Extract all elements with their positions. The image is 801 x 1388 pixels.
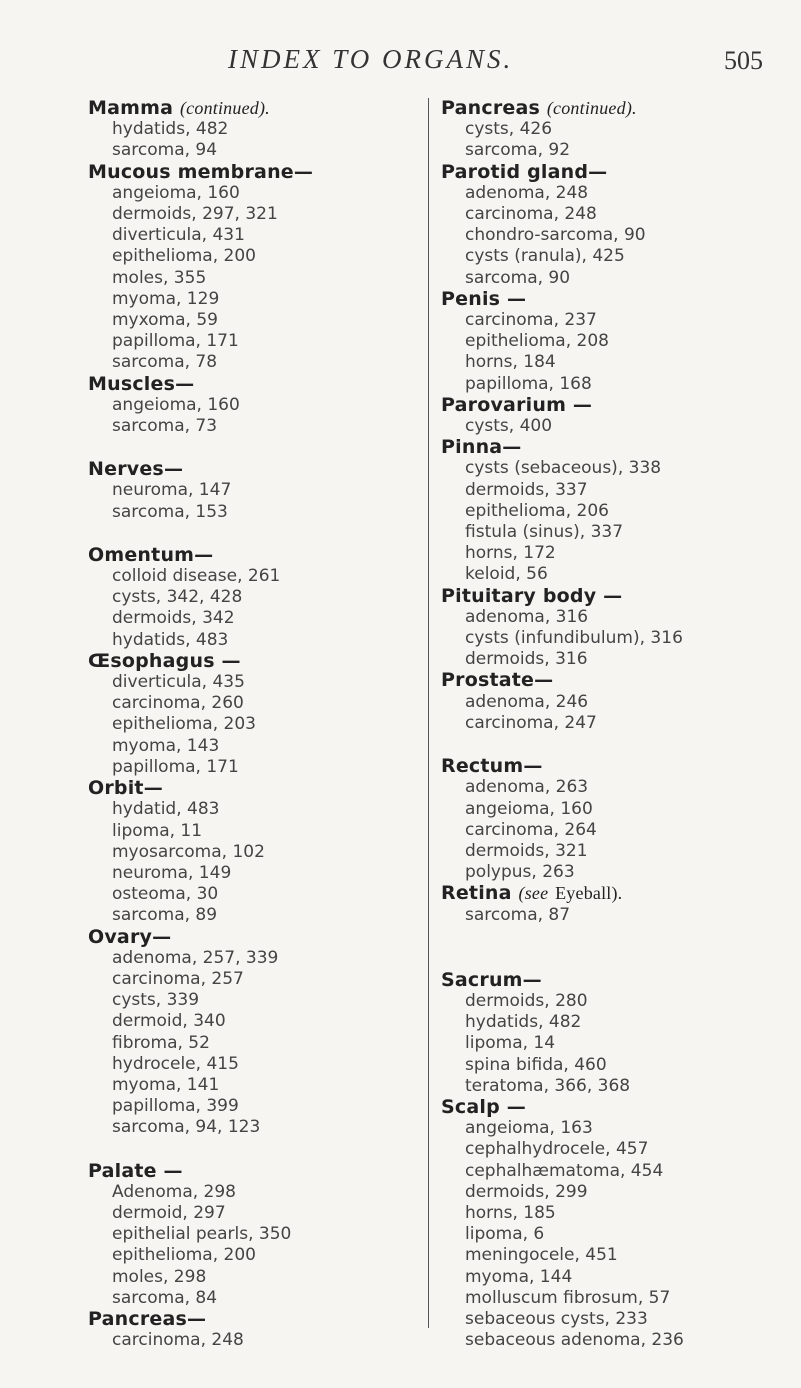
page-number: 505 <box>724 46 763 75</box>
entry-subitem: adenoma, 316 <box>465 606 589 627</box>
entry-subitem: horns, 172 <box>465 543 556 564</box>
entry-subitem: myosarcoma, 102 <box>112 841 265 862</box>
entry-subitem: neuroma, 147 <box>112 480 232 501</box>
entry-subitem: carcinoma, 237 <box>465 310 597 331</box>
entry-subitem: myoma, 141 <box>112 1074 220 1095</box>
entry-subitem: cephalhæmatoma, 454 <box>465 1160 664 1181</box>
column-gap <box>441 926 801 948</box>
entry-heading: Scalp — <box>441 1095 526 1118</box>
entry-subitem: epithelial pearls, 350 <box>112 1224 292 1245</box>
entry-subitem: hydrocele, 415 <box>112 1053 239 1074</box>
entry-subitem: adenoma, 246 <box>465 691 589 712</box>
index-entry <box>88 98 408 162</box>
entry-subitem: cysts, 339 <box>112 990 200 1011</box>
entry-subitem: dermoids, 337 <box>465 479 588 500</box>
entry-subitem: cysts (ranula), 425 <box>465 246 625 267</box>
entry-subitem: dermoids, 297, 321 <box>112 204 278 225</box>
index-entry <box>88 162 408 374</box>
entry-subitem: epithelioma, 200 <box>112 1245 256 1266</box>
entry-subitem: adenoma, 248 <box>465 182 589 203</box>
continued-label: (continued). <box>546 98 637 118</box>
entry-heading: Pinna— <box>441 436 522 459</box>
entry-subitem: adenoma, 257, 339 <box>112 947 279 968</box>
entry-subitem: sarcoma, 94 <box>112 140 218 161</box>
entry-subitem: sarcoma, 78 <box>112 352 218 373</box>
entry-subitem: cysts, 342, 428 <box>112 587 243 608</box>
entry-subitem: carcinoma, 248 <box>465 204 597 225</box>
entry-subitem: sarcoma, 84 <box>112 1287 218 1308</box>
index-entry <box>441 162 801 289</box>
entry-subitem: diverticula, 431 <box>112 225 245 246</box>
entry-subitem: lipoma, 14 <box>465 1033 556 1054</box>
entry-subitem: dermoids, 321 <box>465 840 588 861</box>
page-header <box>0 44 801 84</box>
entry-subitem: sarcoma, 90 <box>465 267 571 288</box>
entry-subitem: neuroma, 149 <box>112 862 232 883</box>
index-entry <box>88 1309 408 1351</box>
entry-heading-text: Retina <box>441 882 512 905</box>
entry-heading: Parotid gland— <box>441 160 608 183</box>
entry-subitem: colloid disease, 261 <box>112 566 281 587</box>
index-entry <box>441 289 801 395</box>
entry-subitem: angeioma, 163 <box>465 1118 593 1139</box>
entry-heading: Penis — <box>441 287 527 310</box>
entry-subitem: epithelioma, 206 <box>465 500 609 521</box>
index-entry <box>441 670 801 734</box>
entry-subitem: angeioma, 160 <box>465 798 593 819</box>
entry-subitem: sarcoma, 92 <box>465 140 571 161</box>
entry-subitem: dermoids, 316 <box>465 649 588 670</box>
entry-heading: Ovary— <box>88 925 172 948</box>
index-entry <box>88 778 408 926</box>
entry-subitem: cysts (sebaceous), 338 <box>465 458 662 479</box>
index-entry <box>441 970 801 1097</box>
entry-subitem: epithelioma, 200 <box>112 246 256 267</box>
entry-subitem: cysts (infundibulum), 316 <box>465 628 683 649</box>
entry-subitem: sarcoma, 87 <box>465 904 571 925</box>
entry-subitem: epithelioma, 203 <box>112 714 256 735</box>
index-entry <box>88 459 408 523</box>
index-entry <box>441 883 801 925</box>
entry-subitem: hydatids, 482 <box>112 119 229 140</box>
index-entry <box>88 1161 408 1309</box>
entry-subitem: fibroma, 52 <box>112 1032 210 1053</box>
entry-subitem: dermoids, 342 <box>112 608 235 629</box>
entry-subitem: dermoids, 299 <box>465 1181 588 1202</box>
entry-subitem: molluscum fibrosum, 57 <box>465 1287 671 1308</box>
entry-subitem: angeioma, 160 <box>112 394 240 415</box>
entry-heading: Omentum— <box>88 543 214 566</box>
entry-heading: Orbit— <box>88 777 163 800</box>
index-column-left <box>88 98 408 1351</box>
entry-heading: Parovarium — <box>441 393 593 416</box>
entry-subitem: angeioma, 160 <box>112 182 240 203</box>
entry-subitem: chondro-sarcoma, 90 <box>465 225 646 246</box>
entry-subitem: diverticula, 435 <box>112 672 245 693</box>
entry-subitem: spina bifida, 460 <box>465 1054 607 1075</box>
index-entry <box>441 756 801 883</box>
entry-subitem: dermoids, 280 <box>465 990 588 1011</box>
entry-subitem: lipoma, 6 <box>465 1224 545 1245</box>
index-entry <box>441 1097 801 1351</box>
entry-subitem: sebaceous cysts, 233 <box>465 1308 648 1329</box>
entry-subitem: lipoma, 11 <box>112 820 203 841</box>
entry-heading: Mucous membrane— <box>88 160 314 183</box>
entry-heading-text: Mamma <box>88 97 174 119</box>
entry-subitem: dermoid, 340 <box>112 1011 226 1032</box>
column-gap <box>88 437 408 459</box>
index-entry <box>441 395 801 437</box>
continued-label: (continued). <box>179 98 270 118</box>
entry-heading <box>441 883 801 904</box>
index-entry <box>88 545 408 651</box>
entry-heading: Prostate— <box>441 669 554 692</box>
entry-subitem: cysts, 426 <box>465 119 553 140</box>
column-gap <box>441 948 801 970</box>
index-entry <box>441 586 801 671</box>
entry-subitem: papilloma, 171 <box>112 756 239 777</box>
entry-subitem: epithelioma, 208 <box>465 331 609 352</box>
entry-subitem: myoma, 144 <box>465 1266 573 1287</box>
entry-subitem: carcinoma, 248 <box>112 1330 244 1351</box>
entry-heading-text: Pancreas <box>441 97 541 119</box>
entry-heading: Palate — <box>88 1159 183 1182</box>
index-entry <box>441 437 801 585</box>
entry-subitem: dermoid, 297 <box>112 1202 226 1223</box>
entry-subitem: carcinoma, 260 <box>112 693 244 714</box>
entry-subitem: moles, 355 <box>112 267 207 288</box>
entry-subitem: hydatids, 483 <box>112 629 229 650</box>
column-gap <box>441 734 801 756</box>
entry-subitem: myxoma, 59 <box>112 310 218 331</box>
entry-subitem: Adenoma, 298 <box>112 1181 236 1202</box>
entry-heading: Sacrum— <box>441 968 542 991</box>
entry-subitem: papilloma, 171 <box>112 331 239 352</box>
see-reference: Eyeball). <box>555 883 623 904</box>
entry-subitem: adenoma, 263 <box>465 777 589 798</box>
entry-heading <box>441 98 801 119</box>
index-entry <box>88 651 408 778</box>
entry-subitem: polypus, 263 <box>465 862 575 883</box>
entry-subitem: keloid, 56 <box>465 564 548 585</box>
entry-heading: Muscles— <box>88 372 195 395</box>
running-title: INDEX TO ORGANS. <box>228 44 514 74</box>
entry-subitem: carcinoma, 264 <box>465 819 597 840</box>
index-column-right <box>428 97 801 1351</box>
index-entry <box>441 98 801 162</box>
entry-subitem: myoma, 129 <box>112 288 220 309</box>
entry-subitem: sebaceous adenoma, 236 <box>465 1330 684 1351</box>
entry-subitem: horns, 185 <box>465 1202 556 1223</box>
entry-subitem: carcinoma, 257 <box>112 968 244 989</box>
entry-subitem: sarcoma, 94, 123 <box>112 1117 261 1138</box>
entry-subitem: teratoma, 366, 368 <box>465 1075 631 1096</box>
entry-subitem: sarcoma, 153 <box>112 501 228 522</box>
entry-subitem: horns, 184 <box>465 352 556 373</box>
entry-heading: Nerves— <box>88 458 184 481</box>
entry-subitem: papilloma, 399 <box>112 1096 239 1117</box>
entry-subitem: fistula (sinus), 337 <box>465 522 624 543</box>
entry-subitem: papilloma, 168 <box>465 373 592 394</box>
entry-heading: Œsophagus — <box>88 649 241 672</box>
entry-subitem: sarcoma, 89 <box>112 905 218 926</box>
entry-subitem: hydatids, 482 <box>465 1012 582 1033</box>
entry-subitem: myoma, 143 <box>112 735 220 756</box>
entry-heading: Rectum— <box>441 755 543 778</box>
entry-subitem: cephalhydrocele, 457 <box>465 1139 649 1160</box>
entry-subitem: hydatid, 483 <box>112 799 220 820</box>
entry-heading <box>88 98 408 119</box>
index-entry <box>88 927 408 1139</box>
column-gap <box>88 1139 408 1161</box>
entry-subitem: meningocele, 451 <box>465 1245 618 1266</box>
see-prefix: (see <box>518 883 549 904</box>
column-gap <box>88 523 408 545</box>
entry-heading: Pancreas— <box>88 1307 207 1330</box>
entry-subitem: sarcoma, 73 <box>112 416 218 437</box>
entry-subitem: osteoma, 30 <box>112 884 219 905</box>
entry-subitem: carcinoma, 247 <box>465 712 597 733</box>
entry-subitem: cysts, 400 <box>465 416 553 437</box>
entry-heading: Pituitary body — <box>441 584 623 607</box>
index-entry <box>88 374 408 438</box>
entry-subitem: moles, 298 <box>112 1266 207 1287</box>
